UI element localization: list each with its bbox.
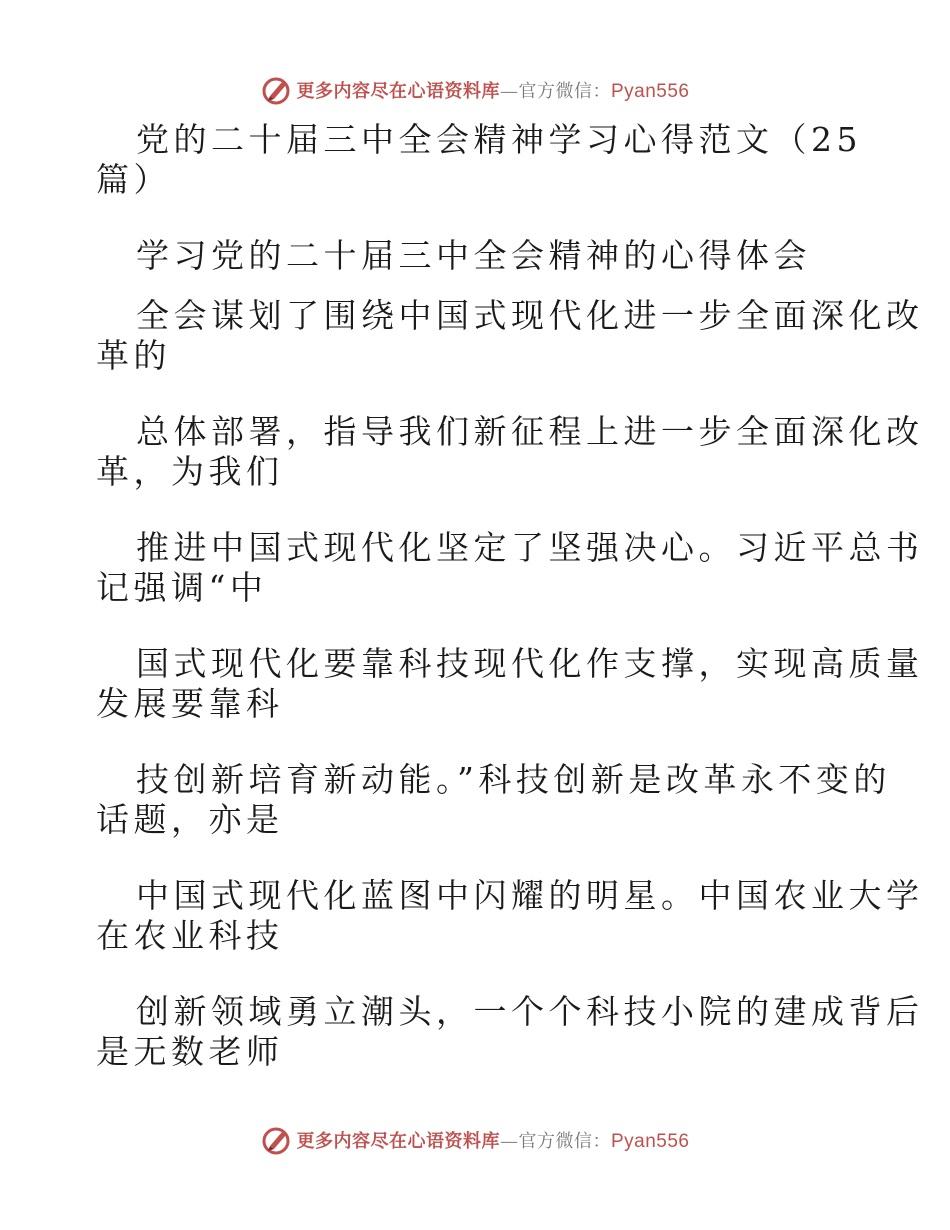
header-dash: — bbox=[499, 81, 519, 102]
text-line: 党的二十届三中全会精神学习心得范文（25 bbox=[136, 120, 862, 159]
text-line: 全会谋划了围绕中国式现代化进一步全面深化改 bbox=[136, 296, 924, 335]
text-line: 推进中国式现代化坚定了坚强决心。习近平总书 bbox=[136, 528, 924, 567]
text-line: 中国式现代化蓝图中闪耀的明星。中国农业大学 bbox=[136, 876, 924, 915]
header-banner-text bbox=[296, 77, 689, 103]
text-line: 创新领域勇立潮头，一个个科技小院的建成背后 bbox=[136, 992, 924, 1031]
text-line: 革，为我们 bbox=[96, 452, 284, 491]
text-line: 革的 bbox=[96, 336, 171, 375]
text-line: 篇） bbox=[96, 160, 171, 199]
footer-banner bbox=[0, 1120, 950, 1160]
footer-dash: — bbox=[499, 1131, 519, 1152]
header-banner bbox=[0, 70, 950, 110]
pen-logo-icon bbox=[260, 1124, 292, 1156]
footer-wechat-label: 官方微信： bbox=[518, 1131, 611, 1152]
document-body bbox=[96, 120, 924, 1072]
header-site-name: 更多内容尽在心语资料库 bbox=[296, 81, 500, 102]
footer-site-name: 更多内容尽在心语资料库 bbox=[296, 1131, 500, 1152]
text-line: 总体部署，指导我们新征程上进一步全面深化改 bbox=[136, 412, 924, 451]
text-line: 国式现代化要靠科技现代化作支撑，实现高质量 bbox=[136, 644, 924, 683]
header-wechat-label: 官方微信： bbox=[518, 81, 611, 102]
pen-logo-icon bbox=[260, 74, 292, 106]
text-line: 技创新培育新动能。”科技创新是改革永不变的 bbox=[136, 760, 891, 799]
text-line: 在农业科技 bbox=[96, 916, 284, 955]
text-line: 是无数老师 bbox=[96, 1032, 284, 1071]
text-line: 记强调“中 bbox=[96, 568, 268, 607]
text-line: 学习党的二十届三中全会精神的心得体会 bbox=[136, 236, 811, 275]
footer-banner-text bbox=[296, 1127, 689, 1153]
text-line: 发展要靠科 bbox=[96, 684, 284, 723]
footer-wechat-id: Pyan556 bbox=[610, 1131, 690, 1152]
header-wechat-id: Pyan556 bbox=[610, 81, 690, 102]
text-line: 话题，亦是 bbox=[96, 800, 284, 839]
